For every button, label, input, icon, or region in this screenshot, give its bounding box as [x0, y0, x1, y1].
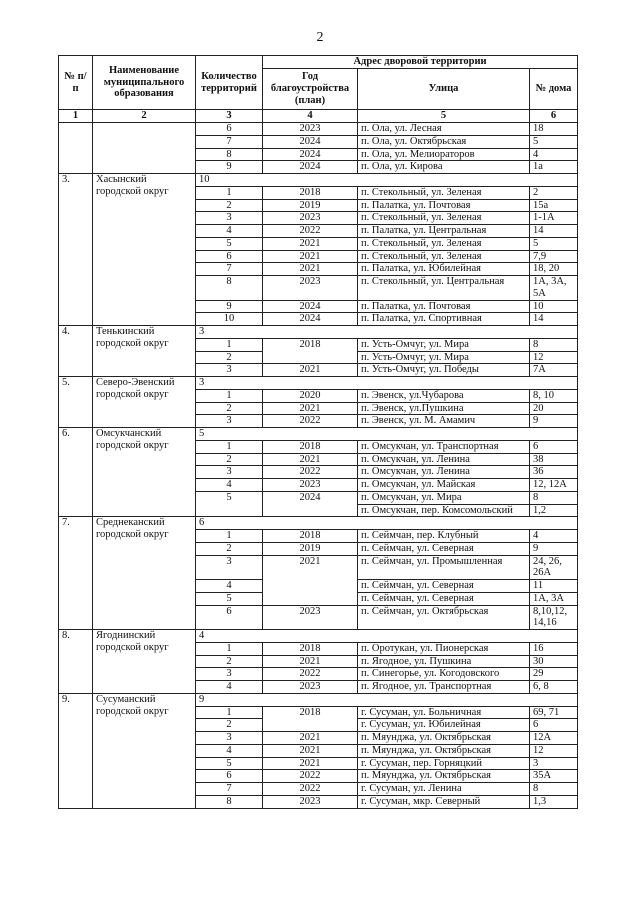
street-cell: п. Палатка, ул. Почтовая — [358, 199, 530, 212]
house-cell: 2 — [530, 186, 578, 199]
header-house: № дома — [530, 69, 578, 110]
row-num-cell — [59, 123, 93, 174]
street-cell: п. Омсукчан, ул. Ленина — [358, 453, 530, 466]
column-number: 6 — [530, 110, 578, 123]
year-cell: 2021 — [263, 364, 358, 377]
section-num: 9. — [59, 693, 93, 808]
street-cell: п. Эвенск, ул. М. Амамич — [358, 415, 530, 428]
house-cell: 16 — [530, 642, 578, 655]
house-cell: 7А — [530, 364, 578, 377]
street-cell: п. Усть-Омчуг, ул. Победы — [358, 364, 530, 377]
street-cell: п. Ягодное, ул. Транспортная — [358, 681, 530, 694]
section-num: 4. — [59, 326, 93, 377]
street-cell: п. Ола, ул. Лесная — [358, 123, 530, 136]
territory-index: 8 — [196, 148, 263, 161]
street-cell: п. Сеймчан, ул. Северная — [358, 592, 530, 605]
territory-index: 5 — [196, 491, 263, 517]
house-cell: 38 — [530, 453, 578, 466]
territory-index: 6 — [196, 770, 263, 783]
house-cell: 6 — [530, 440, 578, 453]
house-cell: 12, 12А — [530, 479, 578, 492]
street-cell: п. Стекольный, ул. Зеленая — [358, 212, 530, 225]
year-cell: 2024 — [263, 491, 358, 517]
street-cell: п. Сеймчан, ул. Промышленная — [358, 555, 530, 580]
house-cell: 35А — [530, 770, 578, 783]
year-cell: 2022 — [263, 415, 358, 428]
section-row — [59, 693, 578, 706]
street-cell: п. Омсукчан, пер. Комсомольский — [358, 504, 530, 517]
house-cell: 12А — [530, 732, 578, 745]
year-cell: 2021 — [263, 655, 358, 668]
territory-index: 8 — [196, 276, 263, 301]
house-cell: 1А, 3А — [530, 592, 578, 605]
year-cell: 2023 — [263, 479, 358, 492]
street-cell: г. Сусуман, ул. Больничная — [358, 706, 530, 719]
house-cell: 3 — [530, 757, 578, 770]
year-cell: 2018 — [263, 706, 358, 732]
street-cell: п. Стекольный, ул. Зеленая — [358, 237, 530, 250]
house-cell: 15а — [530, 199, 578, 212]
territory-index: 7 — [196, 135, 263, 148]
territory-index: 5 — [196, 237, 263, 250]
house-cell: 9 — [530, 542, 578, 555]
street-cell: п. Омсукчан, ул. Транспортная — [358, 440, 530, 453]
year-cell: 2024 — [263, 300, 358, 313]
year-cell: 2018 — [263, 642, 358, 655]
house-cell: 12 — [530, 744, 578, 757]
street-cell: п. Сеймчан, ул. Северная — [358, 580, 530, 593]
house-cell: 5 — [530, 135, 578, 148]
section-row — [59, 630, 578, 643]
territory-count: 4 — [196, 630, 578, 643]
year-cell: 2024 — [263, 135, 358, 148]
house-cell: 69, 71 — [530, 706, 578, 719]
column-number: 1 — [59, 110, 93, 123]
year-cell: 2023 — [263, 795, 358, 808]
year-cell: 2024 — [263, 161, 358, 174]
year-cell: 2021 — [263, 555, 358, 605]
header-num: № п/п — [59, 56, 93, 110]
year-cell: 2021 — [263, 263, 358, 276]
column-number: 4 — [263, 110, 358, 123]
house-cell: 6 — [530, 719, 578, 732]
house-cell: 1-1А — [530, 212, 578, 225]
street-cell: п. Сеймчан, пер. Клубный — [358, 530, 530, 543]
municipality-name: Омсукчанский городской округ — [93, 428, 196, 517]
street-cell: п. Ола, ул. Октябрьская — [358, 135, 530, 148]
year-cell: 2024 — [263, 313, 358, 326]
year-cell: 2024 — [263, 148, 358, 161]
house-cell: 8 — [530, 491, 578, 504]
year-cell: 2021 — [263, 732, 358, 745]
territory-index: 1 — [196, 706, 263, 719]
house-cell: 18, 20 — [530, 263, 578, 276]
year-cell: 2022 — [263, 770, 358, 783]
territory-index: 6 — [196, 123, 263, 136]
street-cell: г. Сусуман, ул. Юбилейная — [358, 719, 530, 732]
street-cell: п. Омсукчан, ул. Майская — [358, 479, 530, 492]
territory-index: 3 — [196, 555, 263, 580]
year-cell: 2022 — [263, 466, 358, 479]
territory-index: 2 — [196, 351, 263, 364]
house-cell: 14 — [530, 313, 578, 326]
municipality-name: Среднеканский городской округ — [93, 517, 196, 630]
section-num: 3. — [59, 174, 93, 326]
municipality-name: Сусуманский городской округ — [93, 693, 196, 808]
section-row — [59, 377, 578, 390]
column-numbers-row — [59, 110, 578, 123]
territory-index: 1 — [196, 440, 263, 453]
territory-index: 3 — [196, 415, 263, 428]
year-cell: 2022 — [263, 225, 358, 238]
courtyard-territories-table — [58, 55, 578, 809]
house-cell: 4 — [530, 530, 578, 543]
header-count: Количество территорий — [196, 56, 263, 110]
house-cell: 20 — [530, 402, 578, 415]
territory-count: 6 — [196, 517, 578, 530]
year-cell: 2018 — [263, 440, 358, 453]
year-cell: 2023 — [263, 123, 358, 136]
year-cell: 2022 — [263, 668, 358, 681]
section-num: 8. — [59, 630, 93, 694]
territory-index: 4 — [196, 681, 263, 694]
territory-index: 2 — [196, 719, 263, 732]
year-cell: 2020 — [263, 389, 358, 402]
house-cell: 6, 8 — [530, 681, 578, 694]
year-cell: 2021 — [263, 744, 358, 757]
street-cell: п. Сеймчан, ул. Октябрьская — [358, 605, 530, 630]
street-cell: п. Омсукчан, ул. Ленина — [358, 466, 530, 479]
column-number: 2 — [93, 110, 196, 123]
section-row — [59, 174, 578, 187]
street-cell: п. Палатка, ул. Спортивная — [358, 313, 530, 326]
header-year: Год благоустройства (план) — [263, 69, 358, 110]
street-cell: п. Палатка, ул. Почтовая — [358, 300, 530, 313]
street-cell: п. Сеймчан, ул. Северная — [358, 542, 530, 555]
territory-index: 4 — [196, 225, 263, 238]
municipality-cell — [93, 123, 196, 174]
territory-count: 9 — [196, 693, 578, 706]
year-cell: 2021 — [263, 402, 358, 415]
municipality-name: Хасынский городской округ — [93, 174, 196, 326]
street-cell: г. Сусуман, пер. Горняцкий — [358, 757, 530, 770]
territory-index: 7 — [196, 263, 263, 276]
territory-index: 8 — [196, 795, 263, 808]
house-cell: 4 — [530, 148, 578, 161]
territory-index: 3 — [196, 668, 263, 681]
street-cell: г. Сусуман, ул. Ленина — [358, 783, 530, 796]
street-cell: г. Сусуман, мкр. Северный — [358, 795, 530, 808]
territory-index: 7 — [196, 783, 263, 796]
year-cell: 2023 — [263, 605, 358, 630]
street-cell: п. Ола, ул. Мелиораторов — [358, 148, 530, 161]
territory-index: 2 — [196, 542, 263, 555]
house-cell: 7,9 — [530, 250, 578, 263]
house-cell: 8,10,12, 14,16 — [530, 605, 578, 630]
year-cell: 2023 — [263, 276, 358, 301]
year-cell: 2019 — [263, 542, 358, 555]
house-cell: 29 — [530, 668, 578, 681]
house-cell: 9 — [530, 415, 578, 428]
section-num: 5. — [59, 377, 93, 428]
house-cell: 10 — [530, 300, 578, 313]
house-cell: 18 — [530, 123, 578, 136]
street-cell: п. Ола, ул. Кирова — [358, 161, 530, 174]
section-row — [59, 517, 578, 530]
year-cell: 2023 — [263, 681, 358, 694]
section-num: 6. — [59, 428, 93, 517]
header-address-group: Адрес дворовой территории — [263, 56, 578, 69]
house-cell: 14 — [530, 225, 578, 238]
territory-index: 3 — [196, 364, 263, 377]
territory-index: 10 — [196, 313, 263, 326]
street-cell: п. Стекольный, ул. Зеленая — [358, 250, 530, 263]
street-cell: п. Мяунджа, ул. Октябрьская — [358, 770, 530, 783]
house-cell: 11 — [530, 580, 578, 593]
year-cell: 2022 — [263, 783, 358, 796]
year-cell: 2018 — [263, 530, 358, 543]
territory-index: 1 — [196, 389, 263, 402]
territory-count: 3 — [196, 377, 578, 390]
year-cell: 2018 — [263, 186, 358, 199]
year-cell: 2021 — [263, 757, 358, 770]
section-row — [59, 326, 578, 339]
territory-index: 5 — [196, 757, 263, 770]
year-cell: 2019 — [263, 199, 358, 212]
column-number: 5 — [358, 110, 530, 123]
year-cell: 2021 — [263, 250, 358, 263]
territory-index: 1 — [196, 530, 263, 543]
house-cell: 24, 26, 26А — [530, 555, 578, 580]
house-cell: 1а — [530, 161, 578, 174]
table-row — [59, 123, 578, 136]
house-cell: 1,3 — [530, 795, 578, 808]
street-cell: п. Усть-Омчуг, ул. Мира — [358, 351, 530, 364]
territory-count: 5 — [196, 428, 578, 441]
house-cell: 12 — [530, 351, 578, 364]
territory-index: 6 — [196, 605, 263, 630]
house-cell: 36 — [530, 466, 578, 479]
house-cell: 1,2 — [530, 504, 578, 517]
page-number: 2 — [316, 30, 324, 45]
street-cell: п. Омсукчан, ул. Мира — [358, 491, 530, 504]
territory-index: 3 — [196, 466, 263, 479]
section-row — [59, 428, 578, 441]
header-municipality: Наименование муниципального образования — [93, 56, 196, 110]
house-cell: 30 — [530, 655, 578, 668]
street-cell: п. Ягодное, ул. Пушкина — [358, 655, 530, 668]
street-cell: п. Оротукан, ул. Пионерская — [358, 642, 530, 655]
territory-index: 9 — [196, 300, 263, 313]
section-num: 7. — [59, 517, 93, 630]
territory-count: 10 — [196, 174, 578, 187]
territory-index: 5 — [196, 592, 263, 605]
street-cell: п. Эвенск, ул.Чубарова — [358, 389, 530, 402]
territory-index: 2 — [196, 402, 263, 415]
header-row — [59, 56, 578, 69]
territory-index: 4 — [196, 744, 263, 757]
municipality-name: Северо-Эвенский городской округ — [93, 377, 196, 428]
house-cell: 5 — [530, 237, 578, 250]
territory-count: 3 — [196, 326, 578, 339]
street-cell: п. Стекольный, ул. Центральная — [358, 276, 530, 301]
territory-index: 1 — [196, 186, 263, 199]
year-cell: 2018 — [263, 338, 358, 364]
municipality-name: Ягоднинский городской округ — [93, 630, 196, 694]
year-cell: 2023 — [263, 212, 358, 225]
house-cell: 8, 10 — [530, 389, 578, 402]
territory-index: 2 — [196, 655, 263, 668]
territory-index: 4 — [196, 479, 263, 492]
street-cell: п. Синегорье, ул. Когодовского — [358, 668, 530, 681]
territory-index: 9 — [196, 161, 263, 174]
column-number: 3 — [196, 110, 263, 123]
territory-index: 6 — [196, 250, 263, 263]
street-cell: п. Стекольный, ул. Зеленая — [358, 186, 530, 199]
year-cell: 2021 — [263, 453, 358, 466]
street-cell: п. Палатка, ул. Юбилейная — [358, 263, 530, 276]
territory-index: 1 — [196, 642, 263, 655]
municipality-name: Тенькинский городской округ — [93, 326, 196, 377]
territory-index: 3 — [196, 732, 263, 745]
street-cell: п. Палатка, ул. Центральная — [358, 225, 530, 238]
header-street: Улица — [358, 69, 530, 110]
territory-index: 2 — [196, 199, 263, 212]
house-cell: 8 — [530, 783, 578, 796]
territory-index: 1 — [196, 338, 263, 351]
street-cell: п. Усть-Омчуг, ул. Мира — [358, 338, 530, 351]
street-cell: п. Эвенск, ул.Пушкина — [358, 402, 530, 415]
house-cell: 8 — [530, 338, 578, 351]
territory-index: 3 — [196, 212, 263, 225]
territory-index: 2 — [196, 453, 263, 466]
territory-index: 4 — [196, 580, 263, 593]
street-cell: п. Мяунджа, ул. Октябрьская — [358, 744, 530, 757]
house-cell: 1А, 3А, 5А — [530, 276, 578, 301]
street-cell: п. Мяунджа, ул. Октябрьская — [358, 732, 530, 745]
year-cell: 2021 — [263, 237, 358, 250]
